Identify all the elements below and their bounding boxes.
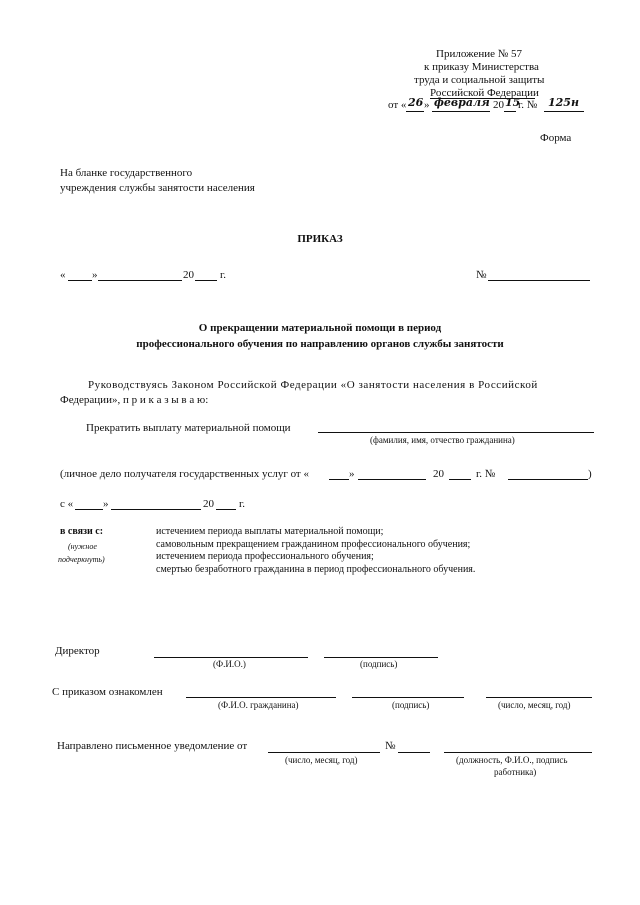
notice-date-line bbox=[268, 752, 380, 753]
notice-label: Направлено письменное уведомление от bbox=[57, 740, 248, 752]
director-signature-line bbox=[324, 657, 438, 658]
notice-position-line bbox=[444, 752, 592, 753]
appendix-line-3: труда и социальной защиты bbox=[414, 74, 545, 86]
director-signature-caption: (подпись) bbox=[360, 659, 398, 669]
order-date-year: 15 bbox=[505, 96, 521, 109]
pf-number-blank bbox=[508, 479, 588, 480]
order-date-from: от « bbox=[388, 99, 407, 111]
reason-item: самовольным прекращением гражданином профессионального обучения; bbox=[156, 539, 471, 550]
order-date-year-prefix: 20 bbox=[493, 99, 504, 111]
year-blank bbox=[195, 280, 217, 281]
document-title: ПРИКАЗ bbox=[297, 233, 343, 245]
from-month-blank bbox=[111, 509, 201, 510]
day-underline bbox=[406, 111, 424, 112]
order-date-month: февраля bbox=[434, 96, 490, 109]
form-label: Форма bbox=[540, 132, 572, 144]
notice-number-line bbox=[398, 752, 430, 753]
date-open-quote: « bbox=[60, 269, 66, 281]
day-blank bbox=[68, 280, 92, 281]
pf-close-paren: ) bbox=[588, 468, 592, 480]
citizen-name-caption: (фамилия, имя, отчество гражданина) bbox=[370, 435, 515, 445]
reason-item: истечением периода профессионального обучения; bbox=[156, 551, 374, 562]
month-blank bbox=[98, 280, 182, 281]
pf-close-quote: » bbox=[349, 468, 355, 480]
order-date-mid: » bbox=[424, 99, 430, 111]
pf-month-blank bbox=[358, 479, 426, 480]
preamble-line-2: Федерации», п р и к а з ы в а ю: bbox=[60, 394, 209, 406]
acquainted-signature-line bbox=[352, 697, 464, 698]
pf-year-blank bbox=[449, 479, 471, 480]
notice-position-caption-2: работника) bbox=[494, 767, 537, 777]
order-number-label: г. № bbox=[518, 99, 538, 111]
reasons-label: в связи с: bbox=[60, 526, 104, 537]
personal-file-text: (личное дело получателя государственных услуг от « bbox=[60, 468, 309, 480]
reason-item: истечением периода выплаты материальной помощи; bbox=[156, 526, 384, 537]
letterhead-line-2: учреждения службы занятости населения bbox=[60, 182, 255, 194]
reasons-note-1: (нужное bbox=[68, 542, 97, 551]
acquainted-date-caption: (число, месяц, год) bbox=[498, 700, 571, 710]
date-close-quote: » bbox=[92, 269, 98, 281]
date-year-prefix: 20 bbox=[183, 269, 194, 281]
acquainted-name-caption: (Ф.И.О. гражданина) bbox=[218, 700, 299, 710]
acquainted-name-line bbox=[186, 697, 336, 698]
pf-number-label: г. № bbox=[476, 468, 496, 480]
number-blank bbox=[488, 280, 590, 281]
year-underline bbox=[504, 111, 516, 112]
from-year-suffix: г. bbox=[239, 498, 246, 510]
acquainted-signature-caption: (подпись) bbox=[392, 700, 430, 710]
order-date-day: 26 bbox=[408, 96, 424, 109]
appendix-line-2: к приказу Министерства bbox=[424, 61, 539, 73]
from-date-prefix: с « bbox=[60, 498, 74, 510]
director-label: Директор bbox=[55, 645, 100, 657]
director-name-line bbox=[154, 657, 308, 658]
preamble-line-1: Руководствуясь Законом Российской Федерации «О занятости населения в Российской bbox=[88, 379, 538, 391]
pf-year-prefix: 20 bbox=[433, 468, 444, 480]
subject-line-1: О прекращении материальной помощи в период bbox=[198, 322, 442, 334]
from-day-blank bbox=[75, 509, 103, 510]
reasons-note-2: подчеркнуть) bbox=[58, 555, 105, 564]
reason-item: смертью безработного гражданина в период профессионального обучения. bbox=[156, 564, 476, 575]
number-label: № bbox=[476, 269, 487, 281]
appendix-line-1: Приложение № 57 bbox=[436, 48, 523, 60]
notice-number-label: № bbox=[385, 740, 396, 752]
from-year-blank bbox=[216, 509, 236, 510]
stop-payment-text: Прекратить выплату материальной помощи bbox=[86, 422, 291, 434]
notice-position-caption-1: (должность, Ф.И.О., подпись bbox=[456, 755, 568, 765]
from-year-prefix: 20 bbox=[203, 498, 214, 510]
subject-line-2: профессионального обучения по направлению органов службы занятости bbox=[136, 338, 504, 350]
letterhead-line-1: На бланке государственного bbox=[60, 167, 193, 179]
pf-day-blank bbox=[329, 479, 349, 480]
month-underline bbox=[432, 111, 490, 112]
date-year-suffix: г. bbox=[220, 269, 227, 281]
director-name-caption: (Ф.И.О.) bbox=[213, 659, 246, 669]
notice-date-caption: (число, месяц, год) bbox=[285, 755, 358, 765]
appendix-line-4: Российской Федерации bbox=[430, 87, 539, 99]
citizen-name-line bbox=[318, 432, 594, 433]
acquainted-date-line bbox=[486, 697, 592, 698]
order-number: 125н bbox=[548, 96, 579, 109]
number-underline bbox=[544, 111, 584, 112]
from-close-quote: » bbox=[103, 498, 109, 510]
acquainted-label: С приказом ознакомлен bbox=[52, 686, 163, 698]
